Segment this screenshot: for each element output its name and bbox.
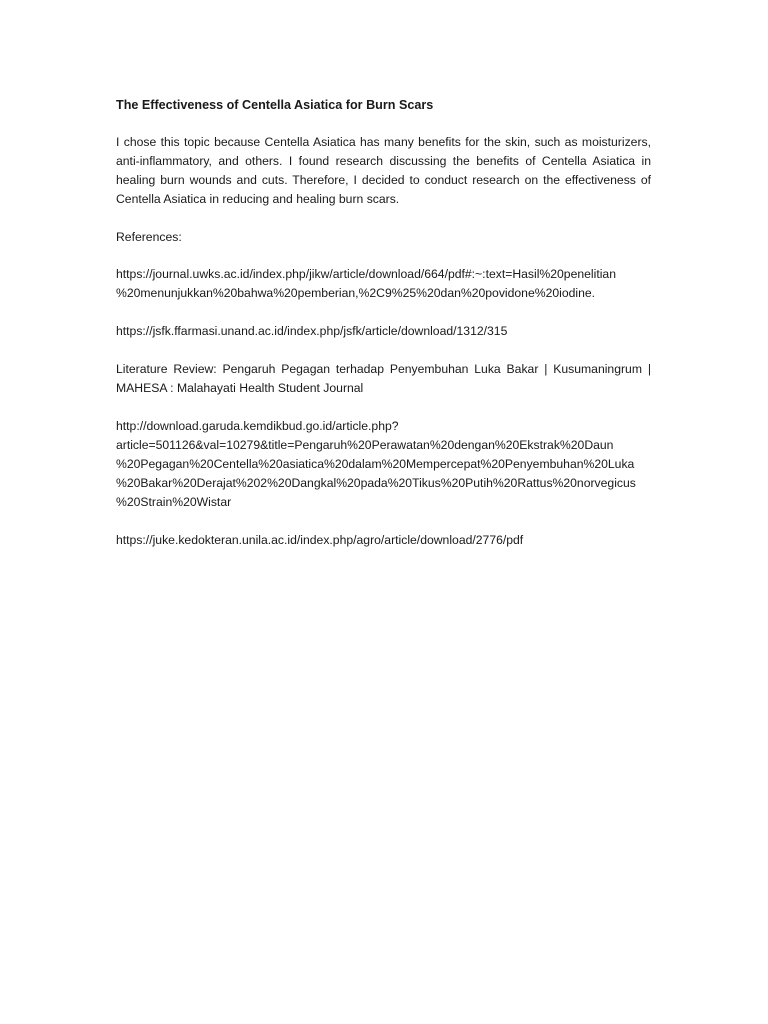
reference-item-2: https://jsfk.ffarmasi.unand.ac.id/index.php/jsfk/article/download/1312/315: [116, 324, 508, 338]
intro-paragraph: I chose this topic because Centella Asiatica has many benefits for the skin, such as moisturizers, anti-inflammatory, and others. I found research discussing the benefits of Centella Asiatica in healing burn wounds and cuts. Therefore, I decided to conduct research on the effectiveness of Centella Asiatica in reducing and healing burn scars.: [116, 135, 651, 206]
reference-item-5: https://juke.kedokteran.unila.ac.id/index.php/agro/article/download/2776/pdf: [116, 533, 524, 547]
reference-4-line-1: http://download.garuda.kemdikbud.go.id/article.php?: [116, 419, 399, 433]
reference-item-1: [116, 265, 651, 303]
reference-4-line-2: article=501126&val=10279&title=Pengaruh%20Perawatan%20dengan%20Ekstrak%20Daun: [116, 438, 614, 452]
reference-item-4: [116, 417, 651, 512]
reference-4-line-3: %20Pegagan%20Centella%20asiatica%20dalam%20Mempercepat%20Penyembuhan%20Luka: [116, 457, 635, 471]
reference-4-line-5: %20Strain%20Wistar: [116, 495, 232, 509]
document-page: [116, 96, 651, 569]
reference-1-line-2: %20menunjukkan%20bahwa%20pemberian,%2C9%25%20dan%20povidone%20iodine.: [116, 286, 596, 300]
document-title: The Effectiveness of Centella Asiatica for Burn Scars: [116, 98, 434, 112]
reference-1-line-1: https://journal.uwks.ac.id/index.php/jikw/article/download/664/pdf#:~:text=Hasil%20penelitian: [116, 267, 616, 281]
references-heading: References:: [116, 230, 182, 244]
reference-item-3: Literature Review: Pengaruh Pegagan terhadap Penyembuhan Luka Bakar | Kusumaningrum | MAHESA : Malahayati Health Student Journal: [116, 362, 651, 395]
reference-4-line-4: %20Bakar%20Derajat%202%20Dangkal%20pada%20Tikus%20Putih%20Rattus%20norvegicus: [116, 476, 636, 490]
